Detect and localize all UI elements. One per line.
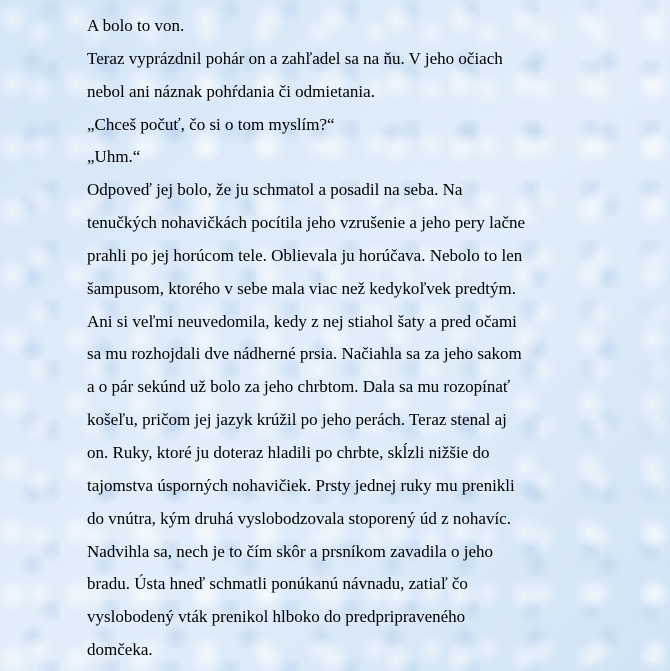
text-line: do vnútra, kým druhá vyslobodzovala stoporený úd z nohavíc. (87, 508, 511, 528)
text-line: Teraz vyprázdnil pohár on a zahľadel sa na ňu. V jeho očiach (87, 48, 503, 68)
text-line: sa mu rozhojdali dve nádherné prsia. Načiahla sa za jeho sakom (87, 344, 522, 364)
text-line: šampusom, ktorého v sebe mala viac než kedykoľvek predtým. (87, 278, 516, 298)
text-line: nebol ani náznak pohŕdania či odmietania. (87, 81, 375, 101)
text-line: domčeka. (87, 640, 153, 660)
text-line: bradu. Ústa hneď schmatli ponúkanú návnadu, zatiaľ čo (87, 574, 468, 594)
text-line: „Chceš počuť, čo si o tom myslím?“ (87, 114, 335, 134)
text-line: on. Ruky, ktoré ju doteraz hladili po chrbte, skĺzli nižšie do (87, 442, 490, 462)
text-line: „Uhm.“ (87, 147, 141, 167)
text-line: prahli po jej horúcom tele. Oblievala ju horúčava. Nebolo to len (87, 245, 523, 265)
text-line: Ani si veľmi neuvedomila, kedy z nej stiahol šaty a pred očami (87, 311, 517, 331)
text-line: a o pár sekúnd už bolo za jeho chrbtom. Dala sa mu rozopínať (87, 377, 511, 397)
text-line: košeľu, pričom jej jazyk krúžil po jeho perách. Teraz stenal aj (87, 410, 507, 430)
text-body (87, 10, 667, 667)
text-line: tajomstva úsporných nohavičiek. Prsty jednej ruky mu prenikli (87, 475, 515, 495)
text-line: Nadvihla sa, nech je to čím skôr a prsníkom zavadila o jeho (87, 541, 493, 561)
text-line: A bolo to von. (87, 16, 185, 35)
text-line: Odpoveď jej bolo, že ju schmatol a posadil na seba. Na (87, 180, 463, 200)
text-line: tenučkých nohavičkách pocítila jeho vzrušenie a jeho pery lačne (87, 213, 526, 233)
text-line: vyslobodený vták prenikol hlboko do predpripraveného (87, 607, 466, 627)
